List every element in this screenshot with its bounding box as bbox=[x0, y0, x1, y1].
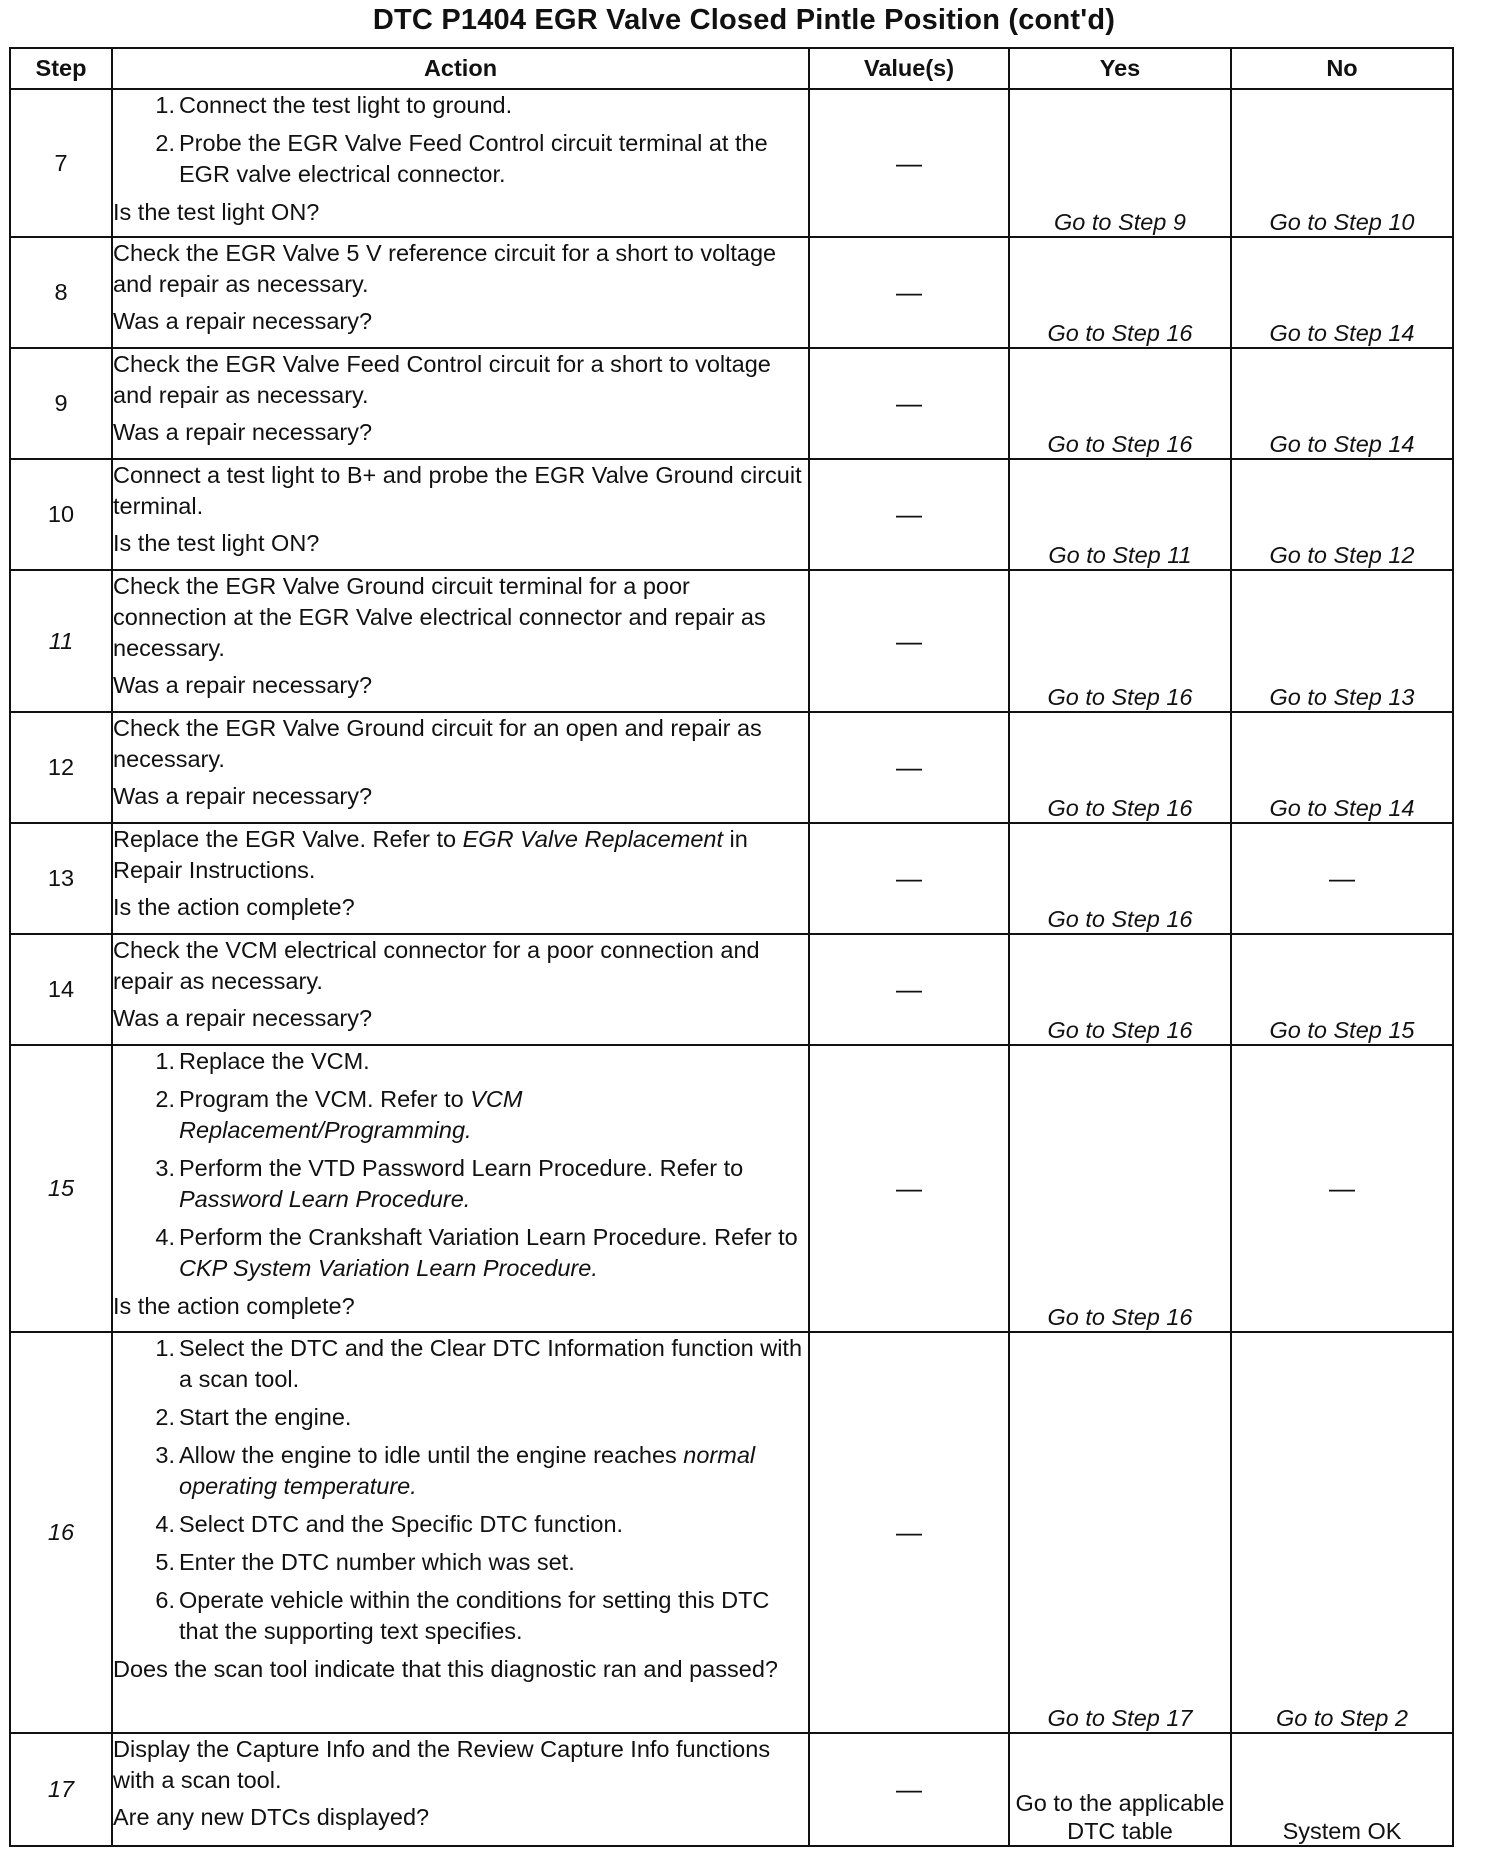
action-cell bbox=[112, 1045, 809, 1332]
list-item: 1. Connect the test light to ground. bbox=[155, 92, 513, 118]
table-row bbox=[10, 1733, 1453, 1846]
action-cell bbox=[112, 712, 809, 823]
action-list bbox=[113, 1333, 808, 1647]
list-item: 4. Perform the Crankshaft Variation Learn Procedure. Refer to CKP System Variation Learn Procedure. bbox=[155, 1224, 798, 1282]
action-text: Check the EGR Valve 5 V reference circuit for a short to voltage and repair as necessary. bbox=[113, 240, 777, 298]
yes-cell: Go to Step 16 bbox=[1009, 823, 1231, 934]
yes-cell: Go to Step 16 bbox=[1009, 934, 1231, 1045]
no-cell: — bbox=[1231, 823, 1453, 934]
reference-link: Password Learn Procedure. bbox=[179, 1186, 471, 1213]
value-cell: — bbox=[809, 712, 1009, 823]
emphasis-text: normal operating temperature. bbox=[179, 1442, 756, 1500]
action-list bbox=[113, 1046, 808, 1284]
list-item: 3. Allow the engine to idle until the engine reaches normal operating temperature. bbox=[155, 1442, 756, 1500]
yes-cell: Go to Step 16 bbox=[1009, 570, 1231, 712]
action-question: Are any new DTCs displayed? bbox=[113, 1804, 430, 1831]
header-values: Value(s) bbox=[809, 48, 1009, 89]
action-question: Does the scan tool indicate that this diagnostic ran and passed? bbox=[113, 1656, 778, 1683]
action-cell bbox=[112, 934, 809, 1045]
value-cell: — bbox=[809, 934, 1009, 1045]
header-row bbox=[10, 48, 1453, 89]
action-question: Was a repair necessary? bbox=[113, 419, 373, 446]
step-number: 14 bbox=[10, 934, 112, 1045]
action-question: Was a repair necessary? bbox=[113, 672, 373, 699]
action-text: Connect a test light to B+ and probe the EGR Valve Ground circuit terminal. bbox=[113, 462, 802, 520]
no-cell: Go to Step 14 bbox=[1231, 237, 1453, 348]
yes-cell: Go to Step 16 bbox=[1009, 712, 1231, 823]
list-item: 5. Enter the DTC number which was set. bbox=[155, 1549, 575, 1576]
table-row bbox=[10, 1045, 1453, 1332]
no-cell: Go to Step 13 bbox=[1231, 570, 1453, 712]
step-number: 13 bbox=[10, 823, 112, 934]
value-cell: — bbox=[809, 1733, 1009, 1846]
action-question: Was a repair necessary? bbox=[113, 308, 373, 335]
list-item: 6. Operate vehicle within the conditions for setting this DTC that the supporting text specifies. bbox=[155, 1587, 770, 1645]
yes-cell: Go to Step 16 bbox=[1009, 237, 1231, 348]
no-cell: Go to Step 14 bbox=[1231, 712, 1453, 823]
list-item: 2. Program the VCM. Refer to VCM Replacement/Programming. bbox=[155, 1086, 523, 1144]
step-number: 9 bbox=[10, 348, 112, 459]
no-cell: Go to Step 12 bbox=[1231, 459, 1453, 570]
yes-cell: Go to Step 9 bbox=[1009, 89, 1231, 237]
yes-cell: Go to Step 17 bbox=[1009, 1332, 1231, 1733]
value-cell: — bbox=[809, 570, 1009, 712]
action-question: Is the action complete? bbox=[113, 894, 355, 921]
action-cell bbox=[112, 1332, 809, 1733]
table-row bbox=[10, 570, 1453, 712]
step-number: 12 bbox=[10, 712, 112, 823]
action-question: Is the test light ON? bbox=[113, 199, 320, 226]
step-number: 7 bbox=[10, 89, 112, 237]
no-cell: System OK bbox=[1231, 1733, 1453, 1846]
value-cell: — bbox=[809, 1332, 1009, 1733]
value-cell: — bbox=[809, 459, 1009, 570]
diagnostic-table bbox=[9, 47, 1454, 1847]
yes-cell: Go to Step 11 bbox=[1009, 459, 1231, 570]
step-number: 8 bbox=[10, 237, 112, 348]
no-cell: Go to Step 10 bbox=[1231, 89, 1453, 237]
action-text: Check the VCM electrical connector for a poor connection and repair as necessary. bbox=[113, 937, 760, 995]
header-yes: Yes bbox=[1009, 48, 1231, 89]
action-question: Was a repair necessary? bbox=[113, 1005, 373, 1032]
reference-link: EGR Valve Replacement bbox=[462, 826, 723, 852]
table-row bbox=[10, 712, 1453, 823]
no-cell: — bbox=[1231, 1045, 1453, 1332]
action-cell bbox=[112, 348, 809, 459]
list-item: 2. Start the engine. bbox=[155, 1404, 352, 1431]
no-cell: Go to Step 15 bbox=[1231, 934, 1453, 1045]
list-item: 3. Perform the VTD Password Learn Procedure. Refer to Password Learn Procedure. bbox=[155, 1155, 744, 1213]
no-cell: Go to Step 14 bbox=[1231, 348, 1453, 459]
value-cell: — bbox=[809, 1045, 1009, 1332]
table-row bbox=[10, 1332, 1453, 1733]
step-number: 11 bbox=[10, 570, 112, 712]
action-cell bbox=[112, 459, 809, 570]
action-cell bbox=[112, 570, 809, 712]
list-item: 2. Probe the EGR Valve Feed Control circuit terminal at the EGR valve electrical connector. bbox=[155, 130, 768, 188]
table-row bbox=[10, 348, 1453, 459]
table-row bbox=[10, 459, 1453, 570]
value-cell: — bbox=[809, 348, 1009, 459]
yes-cell: Go to Step 16 bbox=[1009, 1045, 1231, 1332]
header-step: Step bbox=[10, 48, 112, 89]
action-question: Is the test light ON? bbox=[113, 530, 320, 557]
list-item: 1. Replace the VCM. bbox=[155, 1048, 370, 1074]
action-cell bbox=[112, 1733, 809, 1846]
action-text: Display the Capture Info and the Review Capture Info functions with a scan tool. bbox=[113, 1736, 771, 1794]
action-question: Was a repair necessary? bbox=[113, 783, 373, 810]
action-text: Replace the EGR Valve. Refer to EGR Valve Replacement in Repair Instructions. bbox=[113, 826, 748, 884]
value-cell: — bbox=[809, 237, 1009, 348]
value-cell: — bbox=[809, 89, 1009, 237]
no-cell: Go to Step 2 bbox=[1231, 1332, 1453, 1733]
step-number: 15 bbox=[10, 1045, 112, 1332]
step-number: 17 bbox=[10, 1733, 112, 1846]
header-no: No bbox=[1231, 48, 1453, 89]
action-cell bbox=[112, 823, 809, 934]
action-text: Check the EGR Valve Ground circuit terminal for a poor connection at the EGR Valve electrical connector and repair as necessary. bbox=[113, 573, 766, 662]
table-row bbox=[10, 823, 1453, 934]
step-number: 16 bbox=[10, 1332, 112, 1733]
header-action: Action bbox=[112, 48, 809, 89]
action-text: Check the EGR Valve Ground circuit for an open and repair as necessary. bbox=[113, 715, 762, 773]
reference-link: CKP System Variation Learn Procedure. bbox=[179, 1255, 598, 1282]
table-row bbox=[10, 237, 1453, 348]
yes-cell: Go to the applicable DTC table bbox=[1009, 1733, 1231, 1846]
reference-link: VCM Replacement/Programming. bbox=[179, 1086, 523, 1144]
action-cell bbox=[112, 89, 809, 237]
page-title: DTC P1404 EGR Valve Closed Pintle Position (cont'd) bbox=[372, 4, 1116, 36]
table-row bbox=[10, 89, 1453, 237]
action-question: Is the action complete? bbox=[113, 1293, 355, 1320]
table-row bbox=[10, 934, 1453, 1045]
value-cell: — bbox=[809, 823, 1009, 934]
action-text: Check the EGR Valve Feed Control circuit for a short to voltage and repair as necessary. bbox=[113, 351, 771, 409]
yes-cell: Go to Step 16 bbox=[1009, 348, 1231, 459]
list-item: 1. Select the DTC and the Clear DTC Information function with a scan tool. bbox=[155, 1335, 803, 1393]
step-number: 10 bbox=[10, 459, 112, 570]
list-item: 4. Select DTC and the Specific DTC function. bbox=[155, 1511, 624, 1538]
action-cell bbox=[112, 237, 809, 348]
action-list bbox=[113, 90, 808, 190]
